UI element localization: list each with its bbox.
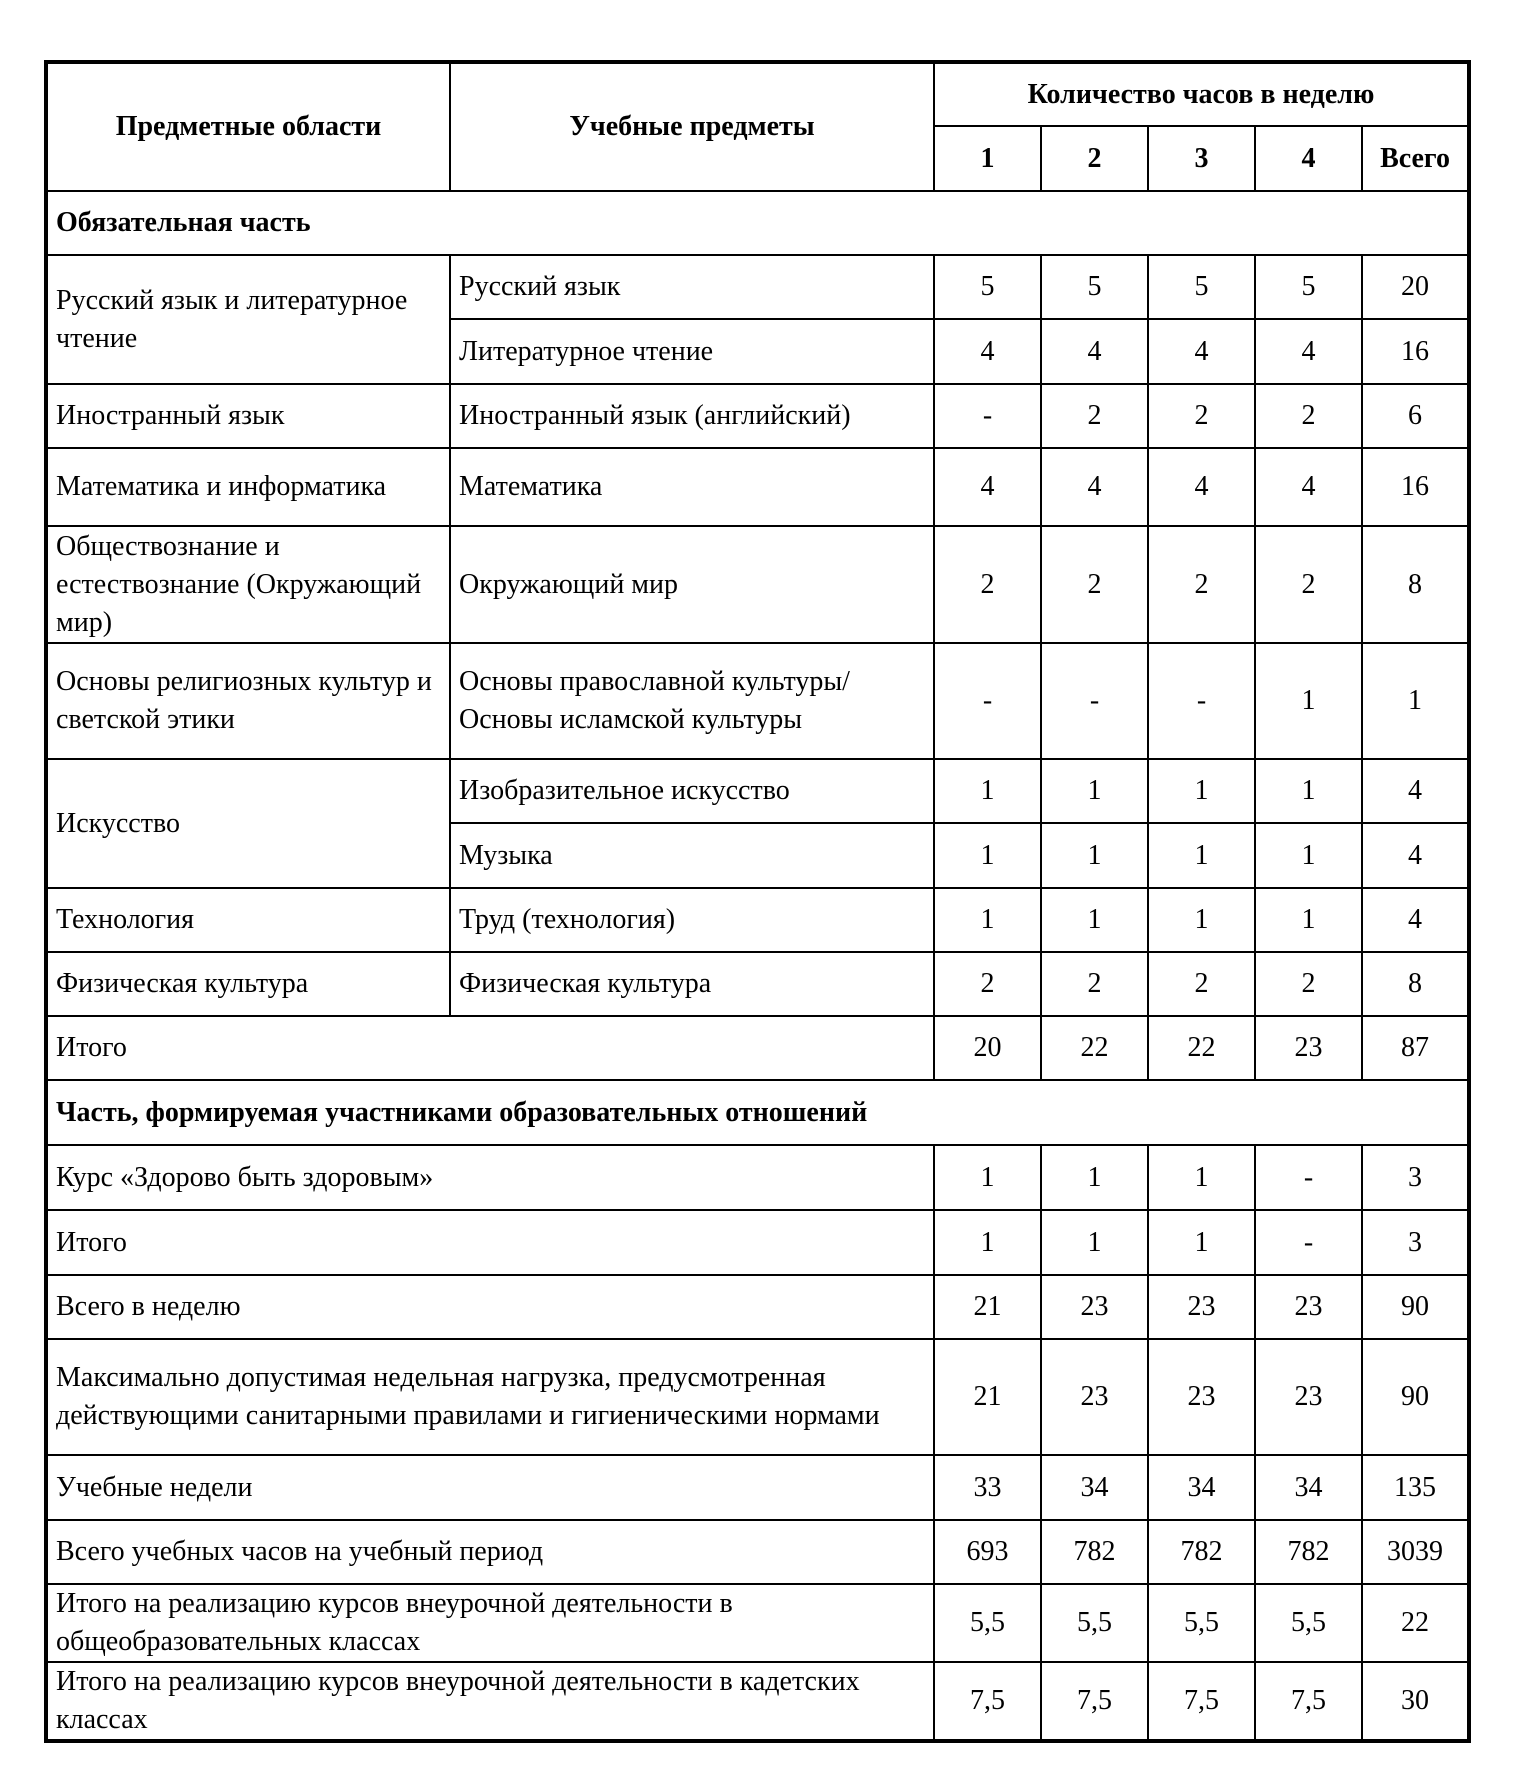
section-title: Обязательная часть (46, 191, 1469, 255)
value-cell: 87 (1362, 1016, 1469, 1080)
value-cell: 3 (1362, 1210, 1469, 1275)
header-row (46, 62, 1469, 126)
value-cell: 23 (1041, 1339, 1148, 1455)
value-cell: - (934, 384, 1041, 448)
value-cell: 1 (1041, 888, 1148, 952)
value-cell: 5 (1255, 255, 1362, 319)
summary-row (46, 1520, 1469, 1584)
value-cell: 4 (1041, 448, 1148, 526)
row-label: Итого на реализацию курсов внеурочной деятельности в общеобразовательных классах (46, 1584, 934, 1662)
value-cell: 7,5 (1041, 1662, 1148, 1741)
subject-row (46, 526, 1469, 643)
subject-row (46, 952, 1469, 1016)
subject-area-cell: Физическая культура (46, 952, 450, 1016)
subject-cell: Литературное чтение (450, 319, 934, 384)
value-cell: 22 (1362, 1584, 1469, 1662)
value-cell: 23 (1255, 1275, 1362, 1339)
value-cell: 135 (1362, 1455, 1469, 1520)
value-cell: 34 (1148, 1455, 1255, 1520)
value-cell: 2 (1255, 526, 1362, 643)
value-cell: 2 (1041, 526, 1148, 643)
row-label: Учебные недели (46, 1455, 934, 1520)
value-cell: 782 (1041, 1520, 1148, 1584)
value-cell: 16 (1362, 448, 1469, 526)
summary-row (46, 1210, 1469, 1275)
value-cell: 2 (1255, 952, 1362, 1016)
subject-row (46, 255, 1469, 319)
summary-row (46, 1145, 1469, 1210)
value-cell: 1 (1255, 759, 1362, 823)
value-cell: 1 (1041, 1210, 1148, 1275)
value-cell: 4 (1255, 319, 1362, 384)
subject-area-cell: Искусство (46, 759, 450, 888)
subject-area-cell: Технология (46, 888, 450, 952)
subject-area-cell: Математика и информатика (46, 448, 450, 526)
value-cell: 782 (1148, 1520, 1255, 1584)
value-cell: 693 (934, 1520, 1041, 1584)
value-cell: 1 (1148, 1210, 1255, 1275)
subject-cell: Музыка (450, 823, 934, 888)
value-cell: 1 (1362, 643, 1469, 759)
value-cell: 4 (934, 448, 1041, 526)
value-cell: 8 (1362, 526, 1469, 643)
value-cell: 22 (1041, 1016, 1148, 1080)
value-cell: 1 (1148, 823, 1255, 888)
value-cell: 23 (1148, 1275, 1255, 1339)
value-cell: 34 (1041, 1455, 1148, 1520)
value-cell: 1 (1255, 888, 1362, 952)
subject-cell: Иностранный язык (английский) (450, 384, 934, 448)
value-cell: 1 (1148, 1145, 1255, 1210)
section-mandatory (46, 191, 1469, 255)
header-grade-1: 1 (934, 126, 1041, 191)
subject-cell: Математика (450, 448, 934, 526)
value-cell: 1 (1041, 759, 1148, 823)
value-cell: 20 (934, 1016, 1041, 1080)
value-cell: 1 (934, 759, 1041, 823)
value-cell: 5 (1041, 255, 1148, 319)
header-subject: Учебные предметы (450, 62, 934, 191)
value-cell: 2 (934, 952, 1041, 1016)
subject-area-cell: Русский язык и литературное чтение (46, 255, 450, 384)
value-cell: 34 (1255, 1455, 1362, 1520)
value-cell: 4 (1362, 759, 1469, 823)
value-cell: 1 (1255, 823, 1362, 888)
value-cell: 3 (1362, 1145, 1469, 1210)
value-cell: 5,5 (934, 1584, 1041, 1662)
subject-row (46, 643, 1469, 759)
value-cell: 33 (934, 1455, 1041, 1520)
value-cell: 7,5 (1255, 1662, 1362, 1741)
summary-row (46, 1584, 1469, 1662)
value-cell: - (1255, 1145, 1362, 1210)
value-cell: 22 (1148, 1016, 1255, 1080)
value-cell: 782 (1255, 1520, 1362, 1584)
subject-cell: Труд (технология) (450, 888, 934, 952)
value-cell: 1 (1041, 1145, 1148, 1210)
header-subject-area: Предметные области (46, 62, 450, 191)
subject-area-cell: Основы религиозных культур и светской этики (46, 643, 450, 759)
subject-cell: Русский язык (450, 255, 934, 319)
header-grade-2: 2 (1041, 126, 1148, 191)
curriculum-table (44, 60, 1471, 1743)
subject-area-cell: Обществознание и естествознание (Окружающий мир) (46, 526, 450, 643)
header-grade-4: 4 (1255, 126, 1362, 191)
value-cell: 21 (934, 1339, 1041, 1455)
value-cell: 5 (934, 255, 1041, 319)
subject-cell: Окружающий мир (450, 526, 934, 643)
summary-row (46, 1455, 1469, 1520)
value-cell: 2 (1041, 384, 1148, 448)
value-cell: 2 (1148, 526, 1255, 643)
subject-row (46, 888, 1469, 952)
row-label: Итого (46, 1016, 934, 1080)
value-cell: 1 (1255, 643, 1362, 759)
header-grade-3: 3 (1148, 126, 1255, 191)
value-cell: 16 (1362, 319, 1469, 384)
header-hours-per-week: Количество часов в неделю (934, 62, 1469, 126)
value-cell: 4 (1362, 823, 1469, 888)
value-cell: 5,5 (1041, 1584, 1148, 1662)
summary-row (46, 1275, 1469, 1339)
value-cell: 4 (1148, 448, 1255, 526)
subject-cell: Изобразительное искусство (450, 759, 934, 823)
value-cell: 7,5 (1148, 1662, 1255, 1741)
row-label: Всего в неделю (46, 1275, 934, 1339)
section-title: Часть, формируемая участниками образовательных отношений (46, 1080, 1469, 1145)
value-cell: 90 (1362, 1275, 1469, 1339)
row-label: Итого (46, 1210, 934, 1275)
value-cell: 21 (934, 1275, 1041, 1339)
value-cell: 23 (1041, 1275, 1148, 1339)
value-cell: 2 (1255, 384, 1362, 448)
value-cell: 4 (1148, 319, 1255, 384)
value-cell: - (934, 643, 1041, 759)
value-cell: 1 (934, 1210, 1041, 1275)
value-cell: 5,5 (1148, 1584, 1255, 1662)
value-cell: 8 (1362, 952, 1469, 1016)
value-cell: 2 (1148, 384, 1255, 448)
subject-row (46, 448, 1469, 526)
value-cell: - (1148, 643, 1255, 759)
value-cell: 1 (1041, 823, 1148, 888)
value-cell: 1 (934, 823, 1041, 888)
subject-area-cell: Иностранный язык (46, 384, 450, 448)
subject-cell: Основы православной культуры/Основы исламской культуры (450, 643, 934, 759)
value-cell: 1 (1148, 759, 1255, 823)
value-cell: 23 (1255, 1016, 1362, 1080)
row-label: Курс «Здорово быть здоровым» (46, 1145, 934, 1210)
subject-row (46, 759, 1469, 823)
header-total: Всего (1362, 126, 1469, 191)
value-cell: 1 (1148, 888, 1255, 952)
value-cell: 23 (1148, 1339, 1255, 1455)
value-cell: 23 (1255, 1339, 1362, 1455)
value-cell: 4 (934, 319, 1041, 384)
subject-cell: Физическая культура (450, 952, 934, 1016)
value-cell: - (1041, 643, 1148, 759)
value-cell: 2 (1148, 952, 1255, 1016)
value-cell: 2 (1041, 952, 1148, 1016)
value-cell: 2 (934, 526, 1041, 643)
row-label: Максимально допустимая недельная нагрузка, предусмотренная действующими санитарными правилами и гигиеническими нормами (46, 1339, 934, 1455)
value-cell: 3039 (1362, 1520, 1469, 1584)
mandatory-total-row (46, 1016, 1469, 1080)
section-optional (46, 1080, 1469, 1145)
value-cell: 4 (1362, 888, 1469, 952)
value-cell: 1 (934, 1145, 1041, 1210)
summary-row (46, 1339, 1469, 1455)
summary-row (46, 1662, 1469, 1741)
value-cell: 7,5 (934, 1662, 1041, 1741)
row-label: Итого на реализацию курсов внеурочной деятельности в кадетских классах (46, 1662, 934, 1741)
value-cell: 4 (1255, 448, 1362, 526)
row-label: Всего учебных часов на учебный период (46, 1520, 934, 1584)
value-cell: 5,5 (1255, 1584, 1362, 1662)
value-cell: 6 (1362, 384, 1469, 448)
value-cell: - (1255, 1210, 1362, 1275)
subject-row (46, 384, 1469, 448)
value-cell: 30 (1362, 1662, 1469, 1741)
value-cell: 5 (1148, 255, 1255, 319)
value-cell: 20 (1362, 255, 1469, 319)
value-cell: 90 (1362, 1339, 1469, 1455)
value-cell: 4 (1041, 319, 1148, 384)
value-cell: 1 (934, 888, 1041, 952)
